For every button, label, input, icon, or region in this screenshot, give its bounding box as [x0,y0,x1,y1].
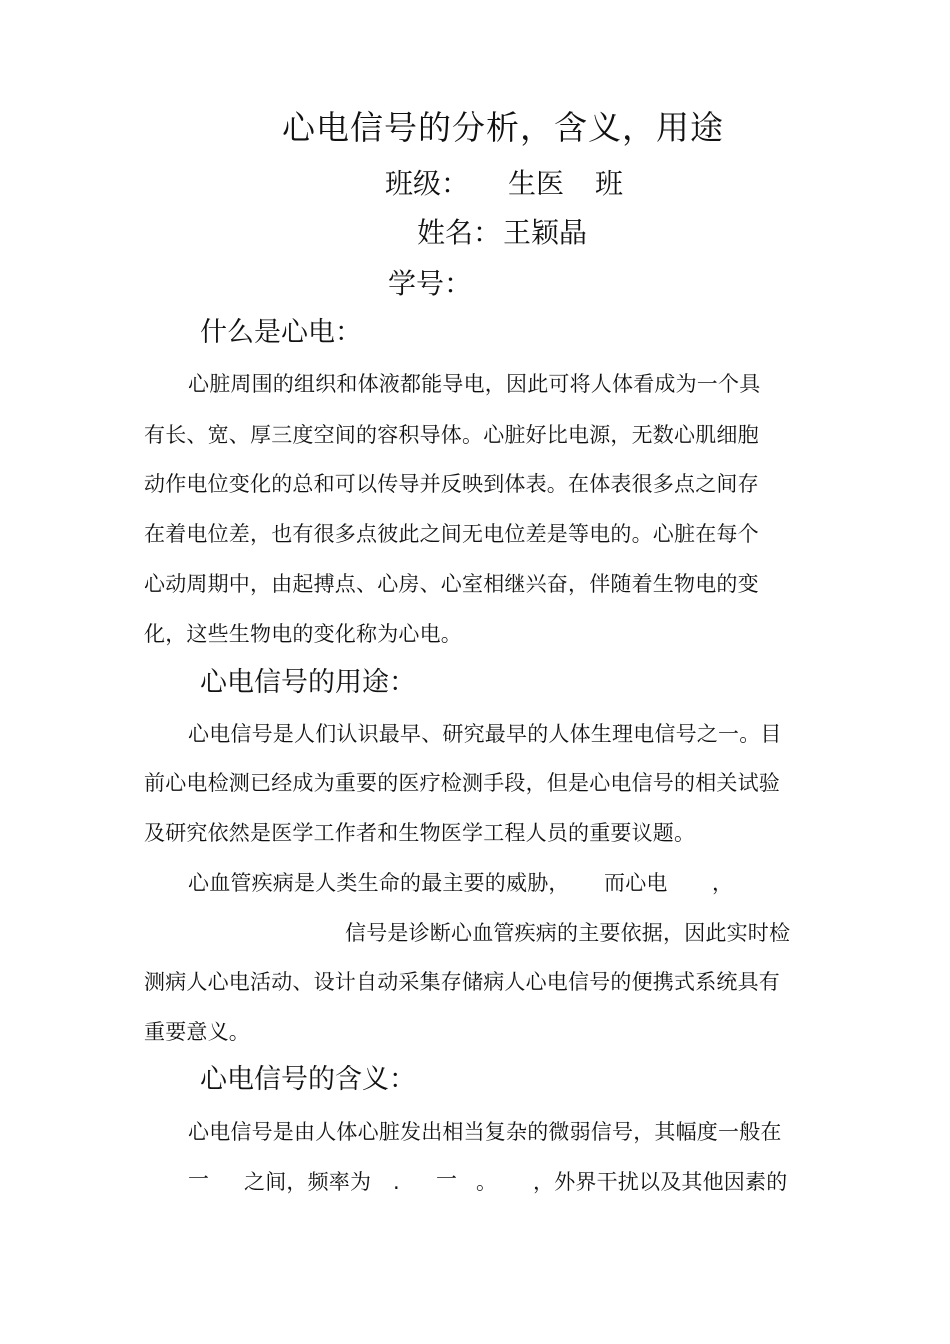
paragraph-line: 心血管疾病是人类生命的最主要的威胁， [188,871,570,895]
paragraph-line: 心电信号是人们认识最早、研究最早的人体生理电信号之一。目 [188,722,782,746]
paragraph-line: 化，这些生物电的变化称为心电。 [144,622,462,646]
paragraph-line: 心脏周围的组织和体液都能导电，因此可将人体看成为一个具 [188,372,761,396]
paragraph-fragment: 一 [436,1167,458,1191]
paragraph-line: 前心电检测已经成为重要的医疗检测手段，但是心电信号的相关试验 [144,771,780,795]
paragraph-fragment: . [393,1170,400,1194]
paragraph-line: 动作电位变化的总和可以传导并反映到体表。在体表很多点之间存 [144,472,759,496]
paragraph-line: 信号是诊断心血管疾病的主要依据，因此实时检 [345,921,791,945]
student-id-label: 学号： [388,267,473,300]
paragraph-fragment: ， [712,871,734,895]
class-value-b: 班 [595,167,624,200]
class-label: 班级： [385,167,470,200]
name-label: 姓名： [417,216,502,249]
paragraph-line: 有长、宽、厚三度空间的容积导体。心脏好比电源，无数心肌细胞 [144,423,759,447]
section-heading: 心电信号的用途： [200,667,416,698]
class-value-a: 生医 [508,167,565,200]
paragraph-line: 测病人心电活动、设计自动采集存储病人心电信号的便携式系统具有 [144,970,780,994]
paragraph-line: 在着电位差，也有很多点彼此之间无电位差是等电的。心脏在每个 [144,522,759,546]
name-value: 王颖晶 [503,216,588,249]
paragraph-fragment: 。 [476,1170,498,1194]
section-heading: 心电信号的含义： [200,1064,416,1095]
section-heading: 什么是心电： [200,317,362,348]
paragraph-line: 心电信号是由人体心脏发出相当复杂的微弱信号，其幅度一般在 [188,1120,782,1144]
paragraph-fragment: 一 [188,1167,210,1191]
paragraph-line: 及研究依然是医学工作者和生物医学工程人员的重要议题。 [144,821,696,845]
paragraph-fragment: 而心电 [604,871,668,895]
paragraph-line: 心动周期中，由起搏点、心房、心室相继兴奋，伴随着生物电的变 [144,572,759,596]
paragraph-fragment: 之间，频率为 [244,1170,372,1194]
document-title: 心电信号的分析，含义，用途 [282,108,724,147]
paragraph-line: 重要意义。 [144,1020,250,1044]
paragraph-fragment: ，外界干扰以及其他因素的 [533,1170,788,1194]
